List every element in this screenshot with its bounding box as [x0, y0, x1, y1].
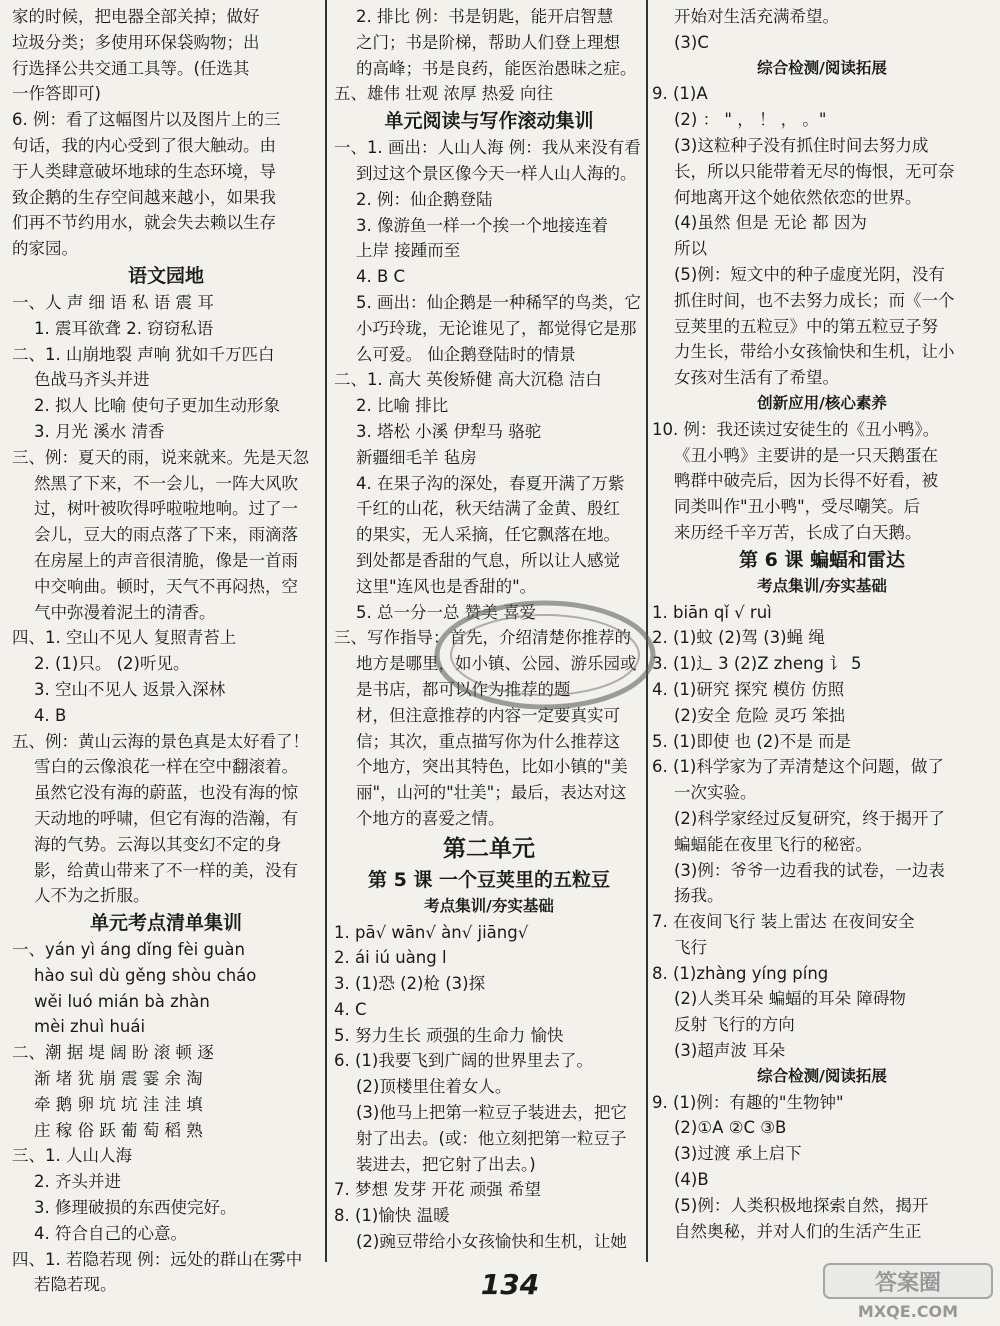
answer-line: 一、1. 画出：人山人海 例：我从来没有看	[334, 138, 641, 158]
answer-line: 7. 梦想 发芽 开花 顽强 希望	[334, 1180, 541, 1200]
answer-line: 3. 月光 溪水 清香	[34, 421, 165, 441]
answer-line: 四、1. 空山不见人 复照青苔上	[12, 628, 237, 648]
answer-line: (2)顶楼里住着女人。	[356, 1077, 512, 1097]
answer-line: mèi zhuì huái	[34, 1017, 146, 1037]
answer-line: 小巧玲珑，无论谁见了，都觉得它是那	[356, 318, 637, 338]
section-heading: 考点集训/夯实基础	[757, 576, 887, 595]
answer-line: 2. 例：仙企鹅登陆	[356, 189, 493, 209]
answer-line: hào suì dù gěng shòu cháo	[34, 965, 257, 985]
answer-line: 个地方的喜爱之情。	[356, 808, 505, 828]
answer-line: 蝙蝠能在夜里飞行的秘密。	[674, 834, 872, 854]
answer-line: (2)人类耳朵 蝙蝠的耳朵 障碍物	[674, 989, 906, 1009]
answer-line: 是书店，都可以作为推荐的题	[356, 679, 571, 699]
answer-line: 何地离开这个她依然依恋的世界。	[674, 187, 922, 207]
answer-line: wěi luó mián bà zhàn	[34, 991, 210, 1011]
answer-line: 五、雄伟 壮观 浓厚 热爱 向往	[334, 84, 553, 104]
column-3	[652, 4, 992, 1244]
answer-line: 射了出去。(或：他立刻把第一粒豆子	[356, 1128, 627, 1148]
stamp-logo	[430, 590, 660, 720]
column-divider-1	[325, 0, 327, 1262]
answer-line: 气中弥漫着泥土的清香。	[34, 602, 216, 622]
answer-line: 3. 像游鱼一样一个挨一个地接连着	[356, 215, 608, 235]
answer-line: 2. ái iú uàng l	[334, 948, 447, 968]
answer-line: 9. (1)A	[652, 84, 708, 104]
answer-line: 色战马齐头并进	[34, 370, 150, 390]
answer-line: 1. pā√ wān√ àn√ jiāng√	[334, 922, 529, 942]
answer-line: 4. 符合自己的心意。	[34, 1223, 187, 1243]
answer-line: 然黑了下来，不一会儿，一阵大风吹	[34, 473, 298, 493]
answer-line: 到处都是香甜的气息，所以让人感觉	[356, 550, 620, 570]
answer-line: (3)超声波 耳朵	[674, 1041, 786, 1061]
page-number: 134	[480, 1268, 540, 1301]
answer-line: 五、例：黄山云海的景色真是太好看了！	[12, 731, 309, 751]
answer-line: 同类叫作"丑小鸭"，受尽嘲笑。后	[674, 497, 921, 517]
answer-line: 海的气势。云海以其变幻不定的身	[34, 834, 282, 854]
answer-line: 5. 努力生长 顽强的生命力 愉快	[334, 1025, 564, 1045]
answer-line: 中交响曲。顿时，天气不再闷热，空	[34, 576, 298, 596]
answer-line: 装进去，把它射了出去。)	[356, 1154, 536, 1174]
answer-line: (3)过渡 承上启下	[674, 1144, 802, 1164]
answer-line: 2. (1)蚊 (2)驾 (3)蝇 绳	[652, 628, 825, 648]
answer-line: 上岸 接踵而至	[356, 241, 461, 261]
answer-line: 句话，我的内心受到了很大触动。由	[12, 135, 276, 155]
answer-line: 7. 在夜间飞行 装上雷达 在夜间安全	[652, 912, 915, 932]
answer-line: 渐 堵 犹 崩 震 霎 余 淘	[34, 1069, 203, 1089]
answer-line: 人不为之折服。	[34, 886, 150, 906]
answer-line: (2) ： " ， ！ ， 。"	[674, 110, 827, 130]
answer-line: (5)例：短文中的种子虚度光阴，没有	[674, 264, 945, 284]
answer-line: (2)①A ②C ③B	[674, 1118, 787, 1138]
answer-line: 垃圾分类；多使用环保袋购物；出	[12, 32, 260, 52]
answer-line: 来历经千辛万苦，长成了白天鹅。	[674, 522, 922, 542]
svg-text:MXQE.COM: MXQE.COM	[857, 1302, 959, 1321]
answer-line: 二、潮 据 堤 阔 盼 滚 顿 逐	[12, 1043, 214, 1063]
answer-line: 的高峰；书是良药，能医治愚昧之症。	[356, 58, 637, 78]
answer-line: 6. 例：看了这幅图片以及图片上的三	[12, 110, 281, 130]
answer-line: 8. (1)愉快 温暖	[334, 1206, 450, 1226]
answer-line: 9. (1)例：有趣的"生物钟"	[652, 1092, 844, 1112]
answer-line: (4)虽然 但是 无论 都 因为	[674, 213, 867, 233]
answer-line: 新疆细毛羊 毡房	[356, 447, 477, 467]
answer-line: (2)科学家经过反复研究，终于揭开了	[674, 808, 945, 828]
answer-line: 4. (1)研究 探究 模仿 仿照	[652, 679, 845, 699]
answer-line: 行选择公共交通工具等。(任选其	[12, 58, 250, 78]
answer-line: 过，树叶被吹得呼啦啦地响。过了一	[34, 499, 298, 519]
answer-line: (3)这粒种子没有抓住时间去努力成	[674, 135, 929, 155]
answer-line: (3)C	[674, 32, 709, 52]
section-heading: 单元阅读与写作滚动集训	[384, 110, 594, 133]
answer-line: 千红的山花，秋天结满了金黄、殷红	[356, 499, 620, 519]
answer-line: 四、1. 若隐若现 例：远处的群山在雾中	[12, 1249, 303, 1269]
answer-line: 5. 总一分一总 赞美 喜爱	[356, 602, 536, 622]
answer-line: 2. 齐头并进	[34, 1172, 121, 1192]
answer-line: 的果实，无人采摘，任它飘落在地。	[356, 525, 620, 545]
answer-line: 雪白的云像浪花一样在空中翻滚着。	[34, 757, 298, 777]
answer-line: 6. (1)科学家为了弄清楚这个问题，做了	[652, 757, 944, 777]
answer-line: 飞行	[674, 937, 707, 957]
answer-line: 6. (1)我要飞到广阔的世界里去了。	[334, 1051, 593, 1071]
section-heading: 语文园地	[127, 264, 204, 287]
answer-line: (2)豌豆带给小女孩愉快和生机，让她	[356, 1232, 627, 1252]
answer-line: 虽然它没有海的蔚蓝，也没有海的惊	[34, 783, 298, 803]
answer-line: 长，所以只能带着无尽的悔恨，无可奈	[674, 161, 955, 181]
answer-line: 三、1. 人山人海	[12, 1146, 132, 1166]
answer-line: 家的时候，把电器全部关掉；做好	[12, 7, 260, 26]
answer-line: 2. 比喻 排比	[356, 396, 449, 416]
section-heading: 单元考点清单集训	[89, 912, 242, 935]
answer-line: 天动地的呼啸，但它有海的浩瀚，有	[34, 808, 298, 828]
answer-line: 抓住时间，也不去努力成长；而《一个	[674, 290, 955, 310]
answer-line: 女孩对生活有了希望。	[674, 368, 839, 388]
answer-line: 豆荚里的五粒豆》中的第五粒豆子努	[674, 316, 938, 336]
answer-line: 1. 震耳欲聋 2. 窃窃私语	[34, 318, 214, 338]
column-1	[12, 4, 320, 1298]
answer-line: 信；其次，重点描写你为什么推荐这	[356, 731, 620, 751]
answer-line: 地方是哪里，如小镇、公园、游乐园或	[356, 654, 637, 674]
answer-line: 5. (1)即使 也 (2)不是 而是	[652, 731, 851, 751]
answer-line: 若隐若现。	[34, 1275, 117, 1295]
answer-line: 自然奥秘，并对人们的生活产生正	[674, 1221, 922, 1241]
answer-line: 2. 排比 例：书是钥匙，能开启智慧	[356, 7, 614, 26]
answer-line: 庄 稼 俗 跃 葡 萄 稻 熟	[34, 1120, 203, 1140]
answer-line: 10. 例：我还读过安徒生的《丑小鸭》。	[652, 419, 940, 439]
section-heading: 综合检测/阅读拓展	[757, 1066, 887, 1085]
section-heading: 第 6 课 蝙蝠和雷达	[738, 548, 906, 571]
answer-line: 4. B C	[356, 267, 406, 287]
answer-line: 5. 画出：仙企鹅是一种稀罕的鸟类，它	[356, 292, 641, 312]
answer-line: 于人类肆意破坏地球的生态环境，导	[12, 161, 276, 181]
answer-line: 么可爱。 仙企鹅登陆时的情景	[356, 344, 576, 364]
answer-line: 二、1. 高大 英俊矫健 高大沉稳 洁白	[334, 370, 602, 390]
answer-line: 影，给黄山带来了不一样的美，没有	[34, 860, 298, 880]
answer-line: 材，但注意推荐的内容一定要真实可	[356, 705, 620, 725]
answer-line: 一作答即可)	[12, 84, 101, 104]
answer-line: 到过这个景区像今天一样人山人海的。	[356, 163, 637, 183]
answer-line: 在房屋上的声音很清脆，像是一首雨	[34, 550, 298, 570]
answer-line: 们再不节约用水，就会失去赖以生存	[12, 213, 276, 233]
answer-line: 一、yán yì áng dǐng fèi guàn	[12, 940, 245, 960]
answer-line: (3)例：爷爷一边看我的试卷，一边表	[674, 860, 945, 880]
answer-line: 2. (1)只。 (2)听见。	[34, 654, 190, 674]
answer-line: 8. (1)zhàng yíng píng	[652, 963, 829, 983]
section-heading: 创新应用/核心素养	[757, 393, 887, 412]
answer-line: 牵 鹅 卵 坑 坑 洼 洼 填	[34, 1094, 203, 1114]
svg-text:答案圈: 答案圈	[874, 1271, 942, 1296]
answer-line: 三、写作指导：首先，介绍清楚你推荐的	[334, 628, 631, 648]
answer-line: 丽"，山河的"壮美"；最后，表达对这	[356, 783, 627, 803]
answer-line: 3. (1)恐 (2)枪 (3)探	[334, 974, 486, 994]
answer-line: 所以	[674, 239, 707, 259]
answer-line: 三、例：夏天的雨，说来就来。先是天忽	[12, 447, 309, 467]
section-heading: 第二单元	[443, 835, 535, 862]
answer-line: 致企鹅的生存空间越来越小，如果我	[12, 187, 276, 207]
answer-line: 反射 飞行的方向	[674, 1015, 795, 1035]
answer-line: 4. C	[334, 999, 367, 1019]
watermark-logo	[820, 1262, 996, 1322]
section-heading: 第 5 课 一个豆荚里的五粒豆	[367, 868, 611, 891]
answer-line: 的家园。	[12, 239, 78, 259]
answer-line: (4)B	[674, 1170, 709, 1190]
answer-line: (2)安全 危险 灵巧 笨拙	[674, 705, 846, 725]
section-heading: 考点集训/夯实基础	[424, 896, 554, 915]
answer-line: 一、人 声 细 语 私 语 震 耳	[12, 292, 214, 312]
answer-line: (5)例：人类积极地探索自然，揭开	[674, 1195, 929, 1215]
answer-line: 3. 空山不见人 返景入深林	[34, 679, 226, 699]
answer-line: 之门；书是阶梯，帮助人们登上理想	[356, 32, 620, 52]
answer-line: 3. 修理破损的东西使完好。	[34, 1198, 237, 1218]
section-heading: 综合检测/阅读拓展	[757, 58, 887, 77]
answer-line: 会儿，豆大的雨点落了下来，雨滴落	[34, 525, 298, 545]
answer-line: 鸭群中破壳后，因为长得不好看，被	[674, 471, 938, 491]
answer-line: 4. 在果子沟的深处，春夏开满了万紫	[356, 473, 625, 493]
answer-line: 这里"连风也是香甜的"。	[356, 576, 537, 596]
answer-line: (3)他马上把第一粒豆子装进去，把它	[356, 1103, 627, 1123]
answer-line: 3. (1)辶 3 (2)Z zheng 讠 5	[652, 654, 862, 674]
answer-line: 《丑小鸭》主要讲的是一只天鹅蛋在	[674, 445, 938, 465]
answer-line: 2. 拟人 比喻 使句子更加生动形象	[34, 396, 280, 416]
answer-line: 一次实验。	[674, 783, 757, 803]
answer-line: 力生长，带给小女孩愉快和生机，让小	[674, 342, 955, 362]
answer-line: 4. B	[34, 705, 67, 725]
answer-line: 个地方，突出其特色，比如小镇的"美	[356, 757, 628, 777]
answer-line: 开始对生活充满希望。	[674, 7, 839, 26]
answer-line: 扬我。	[674, 886, 724, 906]
answer-line: 1. biān qǐ √ ruì	[652, 602, 772, 622]
answer-line: 3. 塔松 小溪 伊犁马 骆驼	[356, 421, 542, 441]
answer-line: 二、1. 山崩地裂 声响 犹如千万匹白	[12, 344, 275, 364]
